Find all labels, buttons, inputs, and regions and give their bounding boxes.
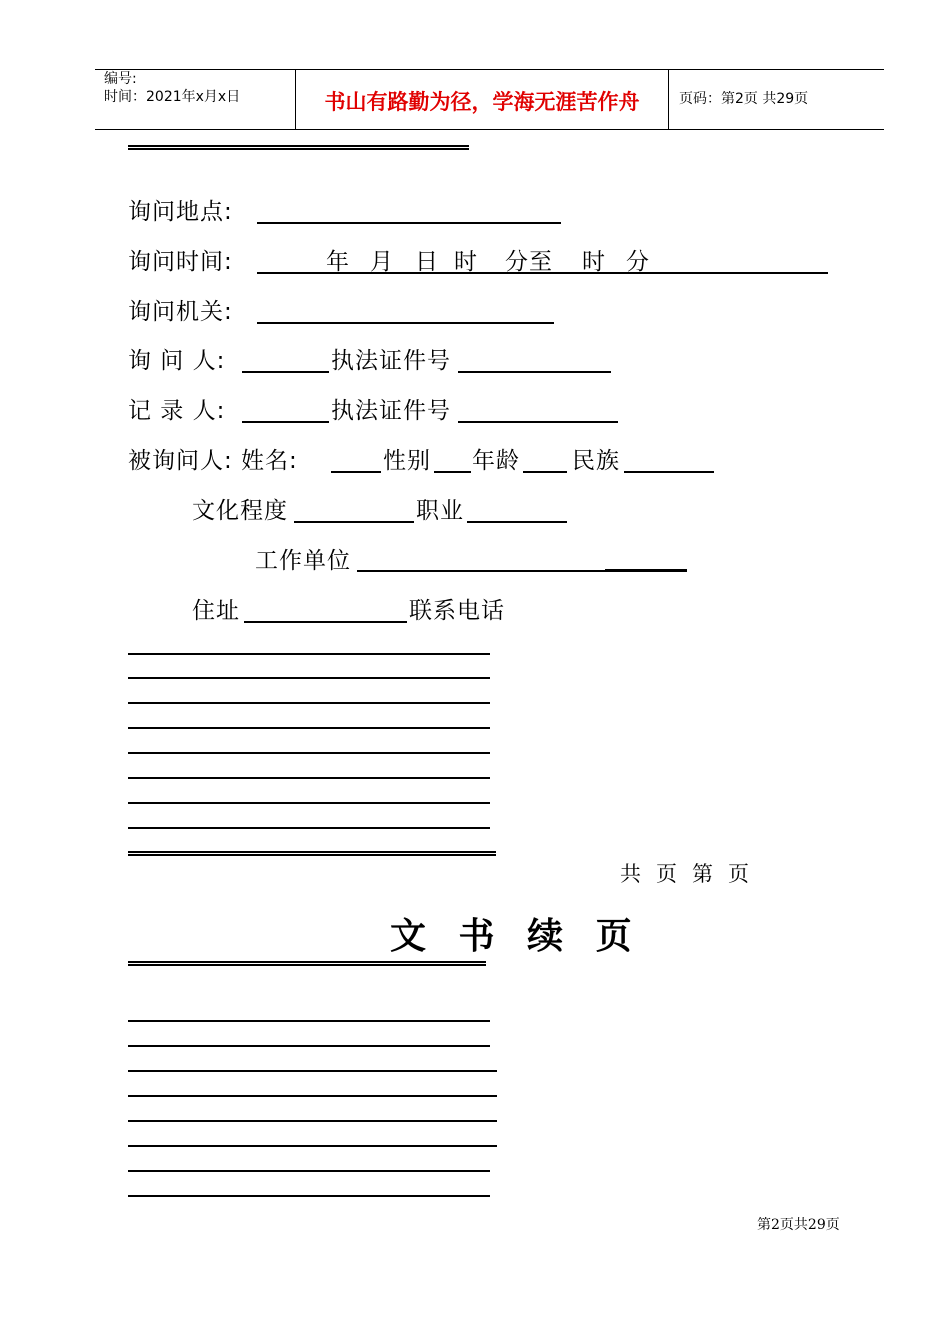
interviewer-cert-underline[interactable] bbox=[458, 371, 611, 373]
time-label: 询问时间: bbox=[128, 249, 233, 275]
interviewer-cert-label: 执法证件号 bbox=[331, 348, 451, 374]
ethnicity-underline[interactable] bbox=[624, 471, 714, 473]
gender-label: 性别 bbox=[383, 448, 431, 474]
age-label: 年龄 bbox=[472, 448, 520, 474]
recorder-underline[interactable] bbox=[242, 421, 329, 423]
time-hour: 时 bbox=[454, 249, 478, 275]
writing-rule[interactable] bbox=[128, 1070, 497, 1072]
writing-rule[interactable] bbox=[128, 1020, 490, 1022]
writing-rule[interactable] bbox=[128, 1195, 490, 1197]
name-underline[interactable] bbox=[331, 471, 381, 473]
ethnicity-label: 民族 bbox=[572, 448, 620, 474]
workplace-underline[interactable] bbox=[357, 570, 607, 572]
interviewer-label: 询 问 人: bbox=[128, 348, 226, 374]
page-counter bbox=[620, 858, 764, 888]
time-year: 年 bbox=[326, 249, 350, 275]
time-min2: 分 bbox=[626, 249, 650, 275]
header-top-border bbox=[95, 69, 884, 70]
top-double-rule bbox=[128, 145, 469, 150]
time-day: 日 bbox=[415, 249, 439, 275]
header-bottom-border bbox=[95, 129, 884, 130]
writing-rule[interactable] bbox=[128, 1095, 497, 1097]
writing-rule[interactable] bbox=[128, 727, 490, 729]
education-label: 文化程度 bbox=[192, 498, 288, 524]
gender-underline[interactable] bbox=[434, 471, 471, 473]
agency-underline[interactable] bbox=[257, 322, 554, 324]
header-time-label: 时间：2021年x月x日 bbox=[104, 89, 241, 105]
page-footer: 第2页共29页 bbox=[757, 1217, 840, 1233]
age-underline[interactable] bbox=[523, 471, 567, 473]
recorder-label: 记 录 人: bbox=[128, 398, 226, 424]
workplace-underline-bold bbox=[605, 569, 687, 572]
writing-rule[interactable] bbox=[128, 1145, 497, 1147]
writing-rule[interactable] bbox=[128, 752, 490, 754]
continuation-double-rule bbox=[128, 961, 486, 966]
writing-rule[interactable] bbox=[128, 802, 490, 804]
recorder-cert-label: 执法证件号 bbox=[331, 398, 451, 424]
time-month: 月 bbox=[370, 249, 394, 275]
writing-rule[interactable] bbox=[128, 677, 490, 679]
time-hour2: 时 bbox=[582, 249, 606, 275]
header-page-info: 页码：第2页 共29页 bbox=[679, 91, 809, 107]
workplace-label: 工作单位 bbox=[255, 548, 351, 574]
writing-rule[interactable] bbox=[128, 1170, 490, 1172]
pager-page: 页 bbox=[656, 862, 678, 886]
address-label: 住址 bbox=[192, 598, 240, 624]
writing-rule[interactable] bbox=[128, 702, 490, 704]
header-divider-right bbox=[668, 69, 669, 130]
time-min-to: 分至 bbox=[505, 249, 553, 275]
location-underline[interactable] bbox=[257, 222, 561, 224]
occupation-label: 职业 bbox=[416, 498, 464, 524]
recorder-cert-underline[interactable] bbox=[458, 421, 618, 423]
header-motto: 书山有路勤为径，学海无涯苦作舟 bbox=[324, 90, 640, 114]
writing-rule[interactable] bbox=[128, 827, 490, 829]
writing-rule[interactable] bbox=[128, 1045, 490, 1047]
location-label: 询问地点: bbox=[128, 199, 233, 225]
agency-label: 询问机关: bbox=[128, 299, 233, 325]
interviewer-underline[interactable] bbox=[242, 371, 329, 373]
education-underline[interactable] bbox=[294, 521, 414, 523]
middle-double-rule bbox=[128, 851, 496, 856]
pager-nth: 第 bbox=[692, 862, 714, 886]
phone-label: 联系电话 bbox=[409, 598, 505, 624]
continuation-title: 文 书 续 页 bbox=[390, 915, 642, 957]
writing-rule[interactable] bbox=[128, 653, 490, 655]
interviewee-label: 被询问人: 姓名: bbox=[128, 448, 298, 474]
pager-page: 页 bbox=[728, 862, 750, 886]
address-underline[interactable] bbox=[244, 621, 407, 623]
writing-rule[interactable] bbox=[128, 1120, 497, 1122]
pager-total: 共 bbox=[620, 862, 642, 886]
header-number-label: 编号: bbox=[104, 71, 137, 87]
writing-rule[interactable] bbox=[128, 777, 490, 779]
occupation-underline[interactable] bbox=[467, 521, 567, 523]
